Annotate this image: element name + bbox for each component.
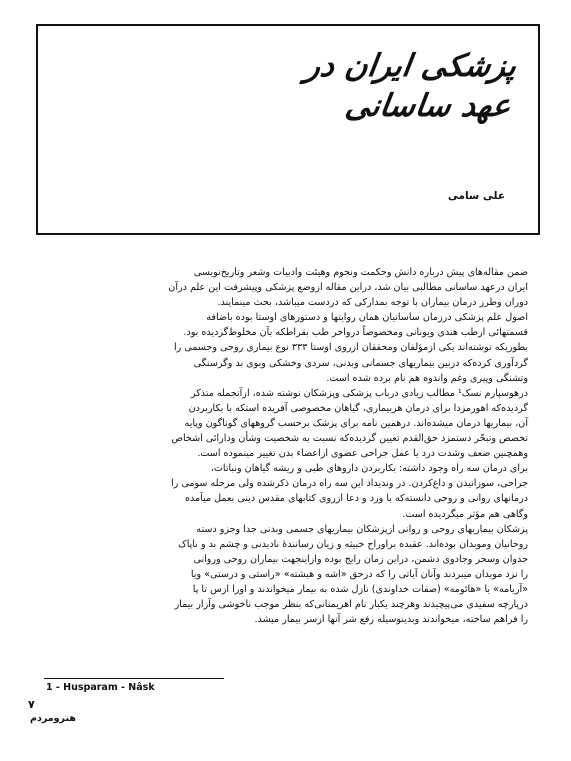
journal-name: هنرومردم: [30, 713, 76, 724]
body-line: گردیده‌که اهورمزدا برای درمان هربیماری، گیاهان مخصوصی آفریده استکه با بکاربردن: [188, 402, 528, 414]
body-line: وگاهی هم مؤثر میگردیده است.: [402, 508, 528, 520]
body-line: وتشنگی وپیری وغم واندوه هم نام برده شده است.: [326, 372, 528, 384]
body-line: ایران درعهد ساسانی مطالبی بیان شد، دراین مقاله ازوضع پزشکی وپیشرفت این علم درآن: [168, 282, 528, 294]
body-line: روحانیان وموبدان بوده‌اند. عقیده براوراح خبیثه و زیان رسانندهٔ نادیدنی و چشم بد و ناپاک: [178, 538, 528, 550]
body-line: درمانهای روانی و روحی دانسته‌که با ورد و دعا ازروی کتابهای مقدس دینی بعمل میآمده: [184, 493, 528, 505]
body-line: را فراهم ساخته، میخواندند وبدینوسیله رفع شر آنها ازسر بیمار میشد.: [254, 614, 528, 626]
body-line: ضمن مقاله‌های پیش درباره دانش وحکمت ونجوم وهیئت وادبیات وشعر وتاریخ‌نویسی: [193, 267, 528, 278]
body-line: برای درمان سه راه وجود داشته: بکاربردن داروهای طبی و ریشه گیاهان ونباتات،: [210, 463, 528, 475]
footnote: 1 - Husparam - Nâsk: [46, 682, 155, 693]
body-line: بطوریکه نوشته‌اند یکی ازمؤلفان ومحققان ازروی اوستا ۳۳۳ نوع بیماری روحی وجسمی را: [173, 342, 528, 354]
page-number: ۷: [28, 698, 35, 711]
body-line: درهوسپارم نسک¹ مطالب زیادی درباب پزشکی وپزشکان نوشته شده، ازآنجمله متذکر: [190, 387, 528, 399]
body-line: آن، بیماریها درمان میشده‌اند. درهمین نامه برای پزشک برحسب گروههای گوناگون وپایه: [184, 417, 528, 429]
body-line: جراحی، سوزانیدن و داغ‌کردن. در وندیداد این سه راه درمان ذکرشده ولی مرحله سومی را: [170, 478, 528, 490]
footnote-divider: [44, 678, 224, 679]
body-line: تخصص وتبحّر دستمزد حق‌القدم تعیین گردیده‌که نسبت به شخصیت وشأن ودارائی اشخاص: [171, 433, 528, 445]
body-line: جدوان وسحر وجادوی دشمن، دراین زمان رایج بوده وازاینجهت بیماران روحی وروانی: [193, 553, 528, 565]
body-line: گردآوری کرده‌که دربین بیماریهای جسمانی وبدنی، سردی وخشکی وبوی بد وگرسنگی: [193, 357, 528, 369]
body-line: اصول علم پزشکی درزمان ساسانیان همان روایتها و دستورهای اوستا بوده باضافه: [206, 312, 528, 324]
body-line: پزشکان بیماریهای روحی و روانی ازپزشکان بیماریهای جسمی وبدنی جدا وجزو دسته: [196, 523, 528, 535]
body-line: دوران وطرز درمان بیماران با توجه بمدارکی که دردست میباشد، بحث مینمایند.: [217, 297, 528, 309]
article-body: [46, 265, 528, 627]
body-line: را نزد موبدان میبردند وآنان آیاتی را که درحق «اشه و هیشته» «راستی و درستی» ویا: [190, 568, 528, 580]
body-line: قسمتهائی ازطب هندی ویونانی ومخصوصاً درواخر طب بقراطکه بآن مخلوط‌گردیده بود.: [183, 327, 528, 339]
author-name: علی سامی: [447, 190, 505, 202]
body-line: درپارچه سفیدی می‌پیچیدند وهرچند یکبار نام اهریمنانی‌که بنظر موجب ناخوشی وآزار بیمار: [174, 599, 528, 611]
article-title: پزشکی ایران در عهد ساسانی: [302, 48, 519, 124]
body-line: وهمچنین ضعف وشدت درد یا عمل جراحی عضوی ازاعضاء بدن تغییر مینموده است.: [197, 448, 528, 460]
body-line: «آریامه» یا «هائومه» (صفات خداوندی) نازل شده به بیمار میخواندند و اورا ازس تا پا: [192, 583, 528, 595]
